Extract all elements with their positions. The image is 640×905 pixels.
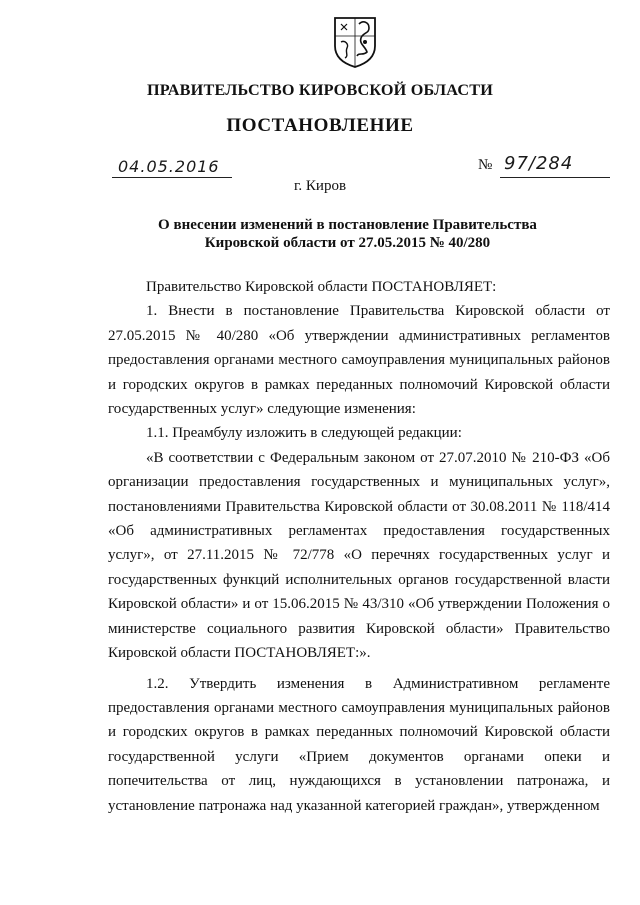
body-paragraph-preamble: «В соответствии с Федеральным законом от 27.07.2010 № 210-ФЗ «Об организации предоставления государственных и муниципальных услуг», постановлениями Правительства Кировской области от 30.08.2011 № 118/414 «Об административных регламентах предоставления государственных услуг», от 27.11.2015 № 72/778 «О перечнях государственных услуг и государственных функций исполнительных органов государственной власти Кировской области» и от 15.06.2015 № 43/310 «Об утверждении Положения о министерстве социального развития Кировской области» Правительство Кировской области ПОСТАНОВЛЯЕТ:». [108,449,610,662]
body-paragraph-1: 1. Внести в постановление Правительства Кировской области от 27.05.2015 № 40/280 «Об утверждении административных регламентов предоставления органами местного самоуправления муниципальных районов и городских округов в рамках переданных полномочий Кировской области государственных услуг» следующие изменения: [108,303,610,418]
subject-line-1: О внесении изменений в постановление Правительства [158,217,537,233]
document-subject [120,216,575,252]
document-type-title: ПОСТАНОВЛЕНИЕ [226,115,414,136]
coat-of-arms-icon [333,16,377,68]
subject-line-2: Кировской области от 27.05.2015 № 40/280 [204,235,491,251]
body-paragraph-1-1: 1.1. Преамбулу изложить в следующей редакции: [146,425,462,442]
body-paragraph-intro: Правительство Кировской области ПОСТАНОВЛЯЕТ: [146,279,497,295]
organization-title: ПРАВИТЕЛЬСТВО КИРОВСКОЙ ОБЛАСТИ [146,81,494,99]
number-sign: № [478,157,493,173]
body-paragraph-1-2: 1.2. Утвердить изменения в Административном регламенте предоставления органами местного самоуправления муниципальных районов и городских округов в рамках переданных полномочий Кировской области государственной услуги «Прием документов органами опеки и попечительства от лиц, нуждающихся в установлении патронажа, и установление патронажа над указанной категорией граждан», утвержденном [108,675,610,814]
document-body [108,275,610,818]
document-date: 04.05.2016 [118,157,220,176]
document-number: 97/284 [504,153,574,174]
city-name: г. Киров [293,178,347,194]
